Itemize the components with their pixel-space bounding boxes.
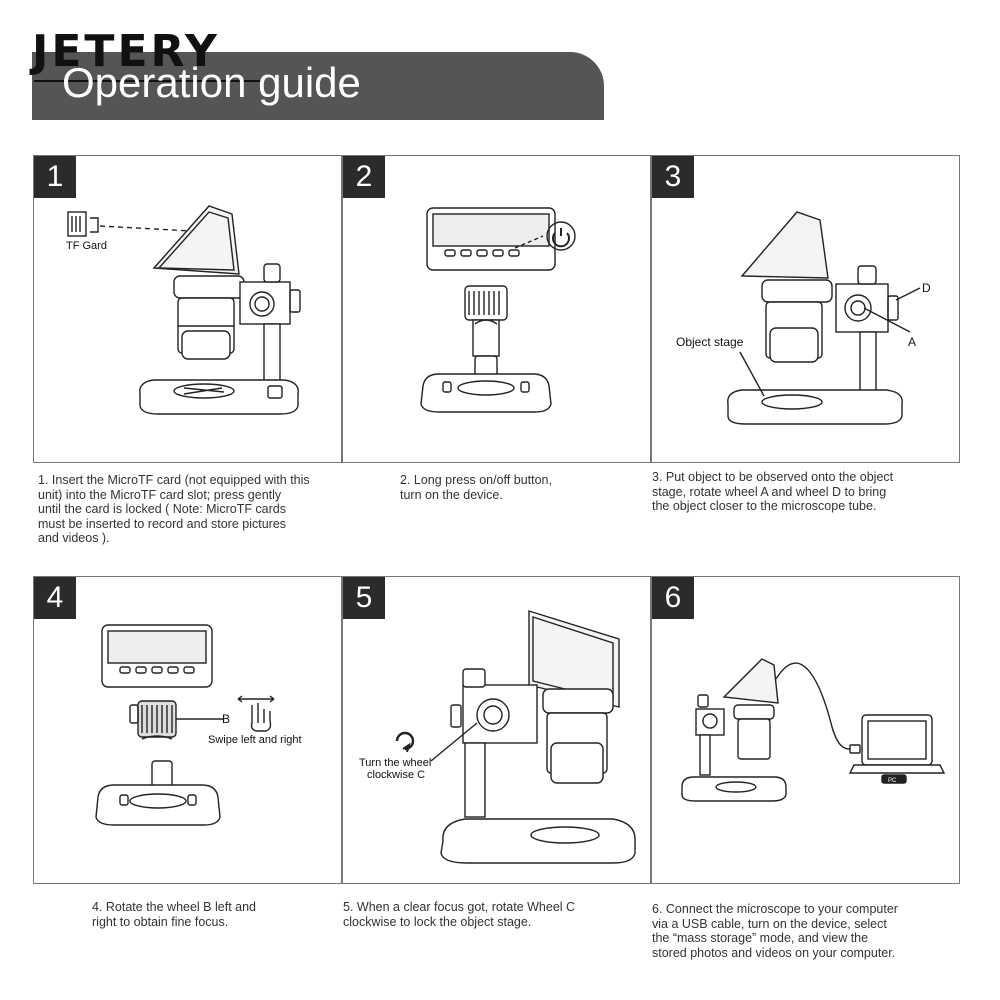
brand-logo: JETERY: [32, 26, 220, 77]
step-2-caption: 2. Long press on/off button, turn on the device.: [400, 473, 552, 502]
wheel-a-label: A: [908, 335, 917, 349]
step-3-panel: [651, 155, 960, 463]
wheel-d-label: D: [922, 281, 931, 295]
step-5-illustration: [343, 577, 650, 883]
step-1-number: 1: [34, 156, 76, 198]
swipe-label: Swipe left and right: [208, 734, 302, 746]
step-6-number: 6: [652, 577, 694, 619]
object-stage-label: Object stage: [676, 335, 744, 349]
pc-label: PC: [888, 778, 897, 784]
step-6-caption: 6. Connect the microscope to your computer via a USB cable, turn on the device, select the “mass storage” mode, and view the stored photos and videos on your computer.: [652, 902, 898, 960]
tf-card-label: TF Gard: [66, 240, 107, 252]
step-6-illustration: [652, 577, 959, 883]
step-1-caption: 1. Insert the MicroTF card (not equipped with this unit) into the MicroTF card slot; press gently until the card is locked ( Note: MicroTF cards must be inserted to record and store pictures and videos ).: [38, 473, 310, 545]
step-5-caption: 5. When a clear focus got, rotate Wheel C clockwise to lock the object stage.: [343, 900, 576, 929]
step-4-number: 4: [34, 577, 76, 619]
step-2-number: 2: [343, 156, 385, 198]
step-1-panel: [33, 155, 342, 463]
step-3-number: 3: [652, 156, 694, 198]
step-3-caption: 3. Put object to be observed onto the object stage, rotate wheel A and wheel D to bring the object closer to the microscope tube.: [652, 470, 894, 513]
tf-card-icon: [68, 212, 86, 236]
step-1-illustration: [34, 156, 341, 462]
turn-wheel-label-line2: clockwise C: [367, 769, 426, 781]
step-5-panel: [342, 576, 651, 884]
step-2-illustration: [343, 156, 650, 462]
turn-wheel-label-line1: Turn the wheel: [359, 757, 432, 769]
wheel-b-label: B: [222, 712, 231, 726]
step-4-panel: [33, 576, 342, 884]
step-4-illustration: [34, 577, 341, 883]
step-5-number: 5: [343, 577, 385, 619]
page-title: Operation guide: [62, 59, 361, 106]
step-3-illustration: [652, 156, 959, 462]
step-2-panel: [342, 155, 651, 463]
step-4-caption: 4. Rotate the wheel B left and right to obtain fine focus.: [92, 900, 256, 929]
step-6-panel: [651, 576, 960, 884]
